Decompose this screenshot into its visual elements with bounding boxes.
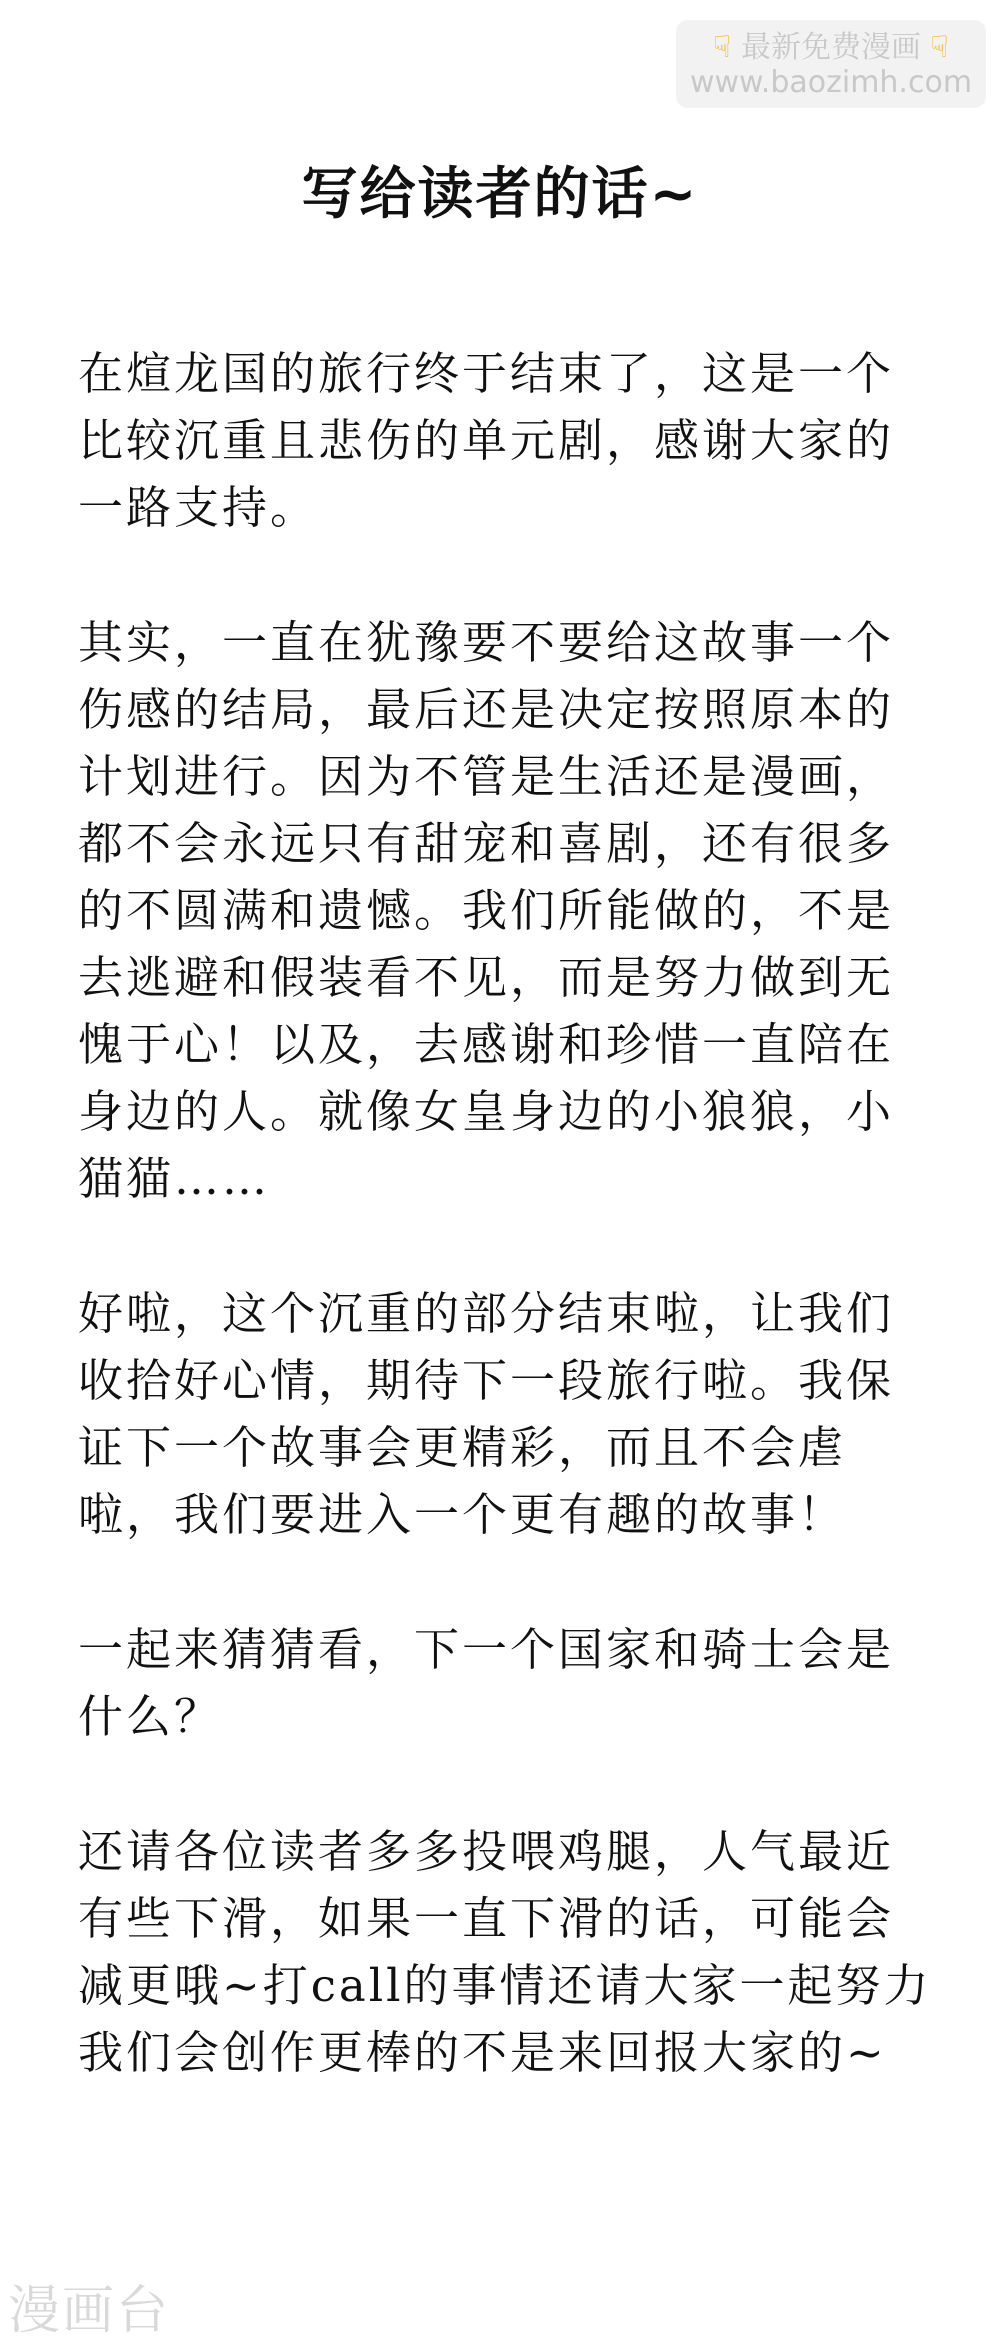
badge-title: 最新免费漫画	[741, 30, 921, 65]
paragraph: 在煊龙国的旅行终于结束了，这是一个比较沉重且悲伤的单元剧，感谢大家的一路支持。	[78, 347, 895, 534]
badge-url[interactable]: www.baozimh.com	[689, 65, 973, 100]
paragraph: 好啦，这个沉重的部分结束啦，让我们收拾好心情，期待下一段旅行啦。我保证下一个故事会更精彩，而且不会虐啦，我们要进入一个更有趣的故事！	[78, 1287, 895, 1541]
paragraph: 还请各位读者多多投喂鸡腿，人气最近有些下滑，如果一直下滑的话，可能会减更哦~打call的事情还请大家一起努力我们会创作更棒的不是来回报大家的~	[78, 1825, 932, 2079]
site-badge[interactable]	[676, 20, 986, 108]
article-body	[78, 340, 938, 2154]
watermark-logo: 漫画台	[8, 2281, 171, 2341]
page-title: 写给读者的话~	[301, 162, 699, 227]
pointing-down-hand-icon: ☟	[713, 30, 732, 65]
paragraph: 其实，一直在犹豫要不要给这故事一个伤感的结局，最后还是决定按照原本的计划进行。因为不管是生活还是漫画，都不会永远只有甜宠和喜剧，还有很多的不圆满和遗憾。我们所能做的，不是去逃避和假装看不见，而是努力做到无愧于心！以及，去感谢和珍惜一直陪在身边的人。就像女皇身边的小狼狼，小猫猫……	[78, 616, 895, 1205]
paragraph: 一起来猜猜看，下一个国家和骑士会是什么？	[78, 1623, 895, 1743]
pointing-down-hand-icon: ☟	[930, 30, 949, 65]
